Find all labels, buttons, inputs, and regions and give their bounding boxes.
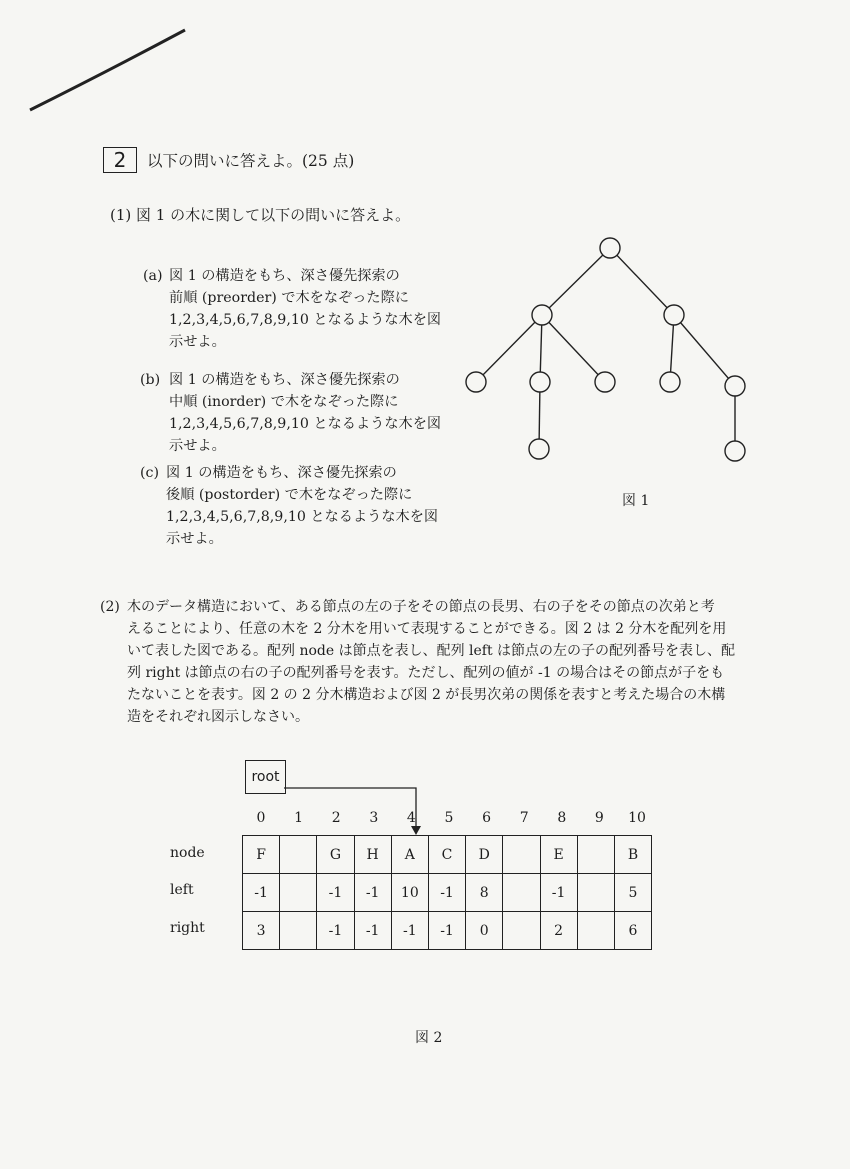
question-number-box: 2 xyxy=(103,147,137,173)
tree-node xyxy=(725,376,745,396)
node-cell xyxy=(577,836,614,874)
part1-intro: (1) 図 1 の木に関して以下の問いに答えよ。 xyxy=(110,206,411,224)
right-cell xyxy=(577,912,614,950)
array-index: 8 xyxy=(557,810,567,826)
left-cell xyxy=(503,874,540,912)
row-label-node: node xyxy=(170,845,205,861)
left-cell: -1 xyxy=(428,874,465,912)
right-cell: -1 xyxy=(391,912,428,950)
item-label: (b) xyxy=(140,372,161,388)
part2-text: 木のデータ構造において、ある節点の左の子をその節点の長男、右の子をその節点の次弟と考 えることにより、任意の木を 2 分木を用いて表現することができる。図 2 は 2 分木を配列を用 いて表した図である。配列 node は節点を表し、配列 left は節点の左の子の配列番号を表し、配 列 right は節点の右の子の配列番号を表す。ただし、配列の値が -1 の場合はその節点が子をも たないことを表す。図 2 の 2 分木構造および図 2 が長男次弟の関係を表すと考えた場合の木構 造をそれぞれ図示しなさい。 xyxy=(127,599,736,725)
item-text: 図 1 の構造をもち、深さ優先探索の 中順 (inorder) で木をなぞった際に 1,2,3,4,5,6,7,8,9,10 となるような木を図 示せよ。 xyxy=(169,372,442,454)
binary-tree-array-table xyxy=(242,835,652,950)
tree-node xyxy=(532,305,552,325)
right-cell: 3 xyxy=(243,912,280,950)
tree-node xyxy=(466,372,486,392)
node-cell: B xyxy=(614,836,651,874)
part2-label: (2) xyxy=(100,599,120,615)
tree-node xyxy=(595,372,615,392)
tree-node-root xyxy=(600,238,620,258)
left-cell: 8 xyxy=(466,874,503,912)
node-cell xyxy=(280,836,317,874)
question-title: 以下の問いに答えよ。(25 点) xyxy=(147,152,355,170)
left-cell xyxy=(280,874,317,912)
tree-node xyxy=(660,372,680,392)
tree-node xyxy=(530,372,550,392)
right-cell: 6 xyxy=(614,912,651,950)
right-cell xyxy=(503,912,540,950)
root-box: root xyxy=(245,760,286,794)
array-index: 7 xyxy=(519,810,529,826)
scan-mark-decoration xyxy=(0,0,200,130)
left-cell: -1 xyxy=(243,874,280,912)
array-index: 2 xyxy=(331,810,341,826)
right-cell xyxy=(280,912,317,950)
left-cell xyxy=(577,874,614,912)
tree-node xyxy=(664,305,684,325)
left-row xyxy=(243,874,652,912)
item-label: (a) xyxy=(143,268,163,284)
item-label: (c) xyxy=(140,465,160,481)
left-cell: 10 xyxy=(391,874,428,912)
left-cell: 5 xyxy=(614,874,651,912)
array-index: 1 xyxy=(294,810,304,826)
figure2-caption: 図 2 xyxy=(415,1030,443,1046)
tree-node xyxy=(725,441,745,461)
right-cell: 0 xyxy=(466,912,503,950)
node-cell: H xyxy=(354,836,391,874)
figure1-tree xyxy=(450,220,780,470)
right-cell: -1 xyxy=(354,912,391,950)
item-text: 図 1 の構造をもち、深さ優先探索の 後順 (postorder) で木をなぞった際に 1,2,3,4,5,6,7,8,9,10 となるような木を図 示せよ。 xyxy=(166,465,439,547)
array-index: 3 xyxy=(369,810,379,826)
left-cell: -1 xyxy=(317,874,354,912)
left-cell: -1 xyxy=(540,874,577,912)
array-index: 5 xyxy=(444,810,454,826)
node-cell: G xyxy=(317,836,354,874)
right-cell: -1 xyxy=(428,912,465,950)
node-cell: E xyxy=(540,836,577,874)
right-row xyxy=(243,912,652,950)
node-cell: F xyxy=(243,836,280,874)
right-cell: 2 xyxy=(540,912,577,950)
node-cell: A xyxy=(391,836,428,874)
array-index: 9 xyxy=(594,810,604,826)
left-cell: -1 xyxy=(354,874,391,912)
array-index: 10 xyxy=(628,810,646,826)
node-cell: C xyxy=(428,836,465,874)
figure1-caption: 図 1 xyxy=(622,493,650,509)
right-cell: -1 xyxy=(317,912,354,950)
node-cell xyxy=(503,836,540,874)
item-text: 図 1 の構造をもち、深さ優先探索の 前順 (preorder) で木をなぞった際に 1,2,3,4,5,6,7,8,9,10 となるような木を図 示せよ。 xyxy=(169,268,442,350)
array-index: 0 xyxy=(256,810,266,826)
node-cell: D xyxy=(466,836,503,874)
node-row xyxy=(243,836,652,874)
array-index: 4 xyxy=(406,810,416,826)
row-label-left: left xyxy=(170,882,194,898)
row-label-right: right xyxy=(170,920,205,936)
tree-node xyxy=(529,439,549,459)
array-index: 6 xyxy=(482,810,492,826)
